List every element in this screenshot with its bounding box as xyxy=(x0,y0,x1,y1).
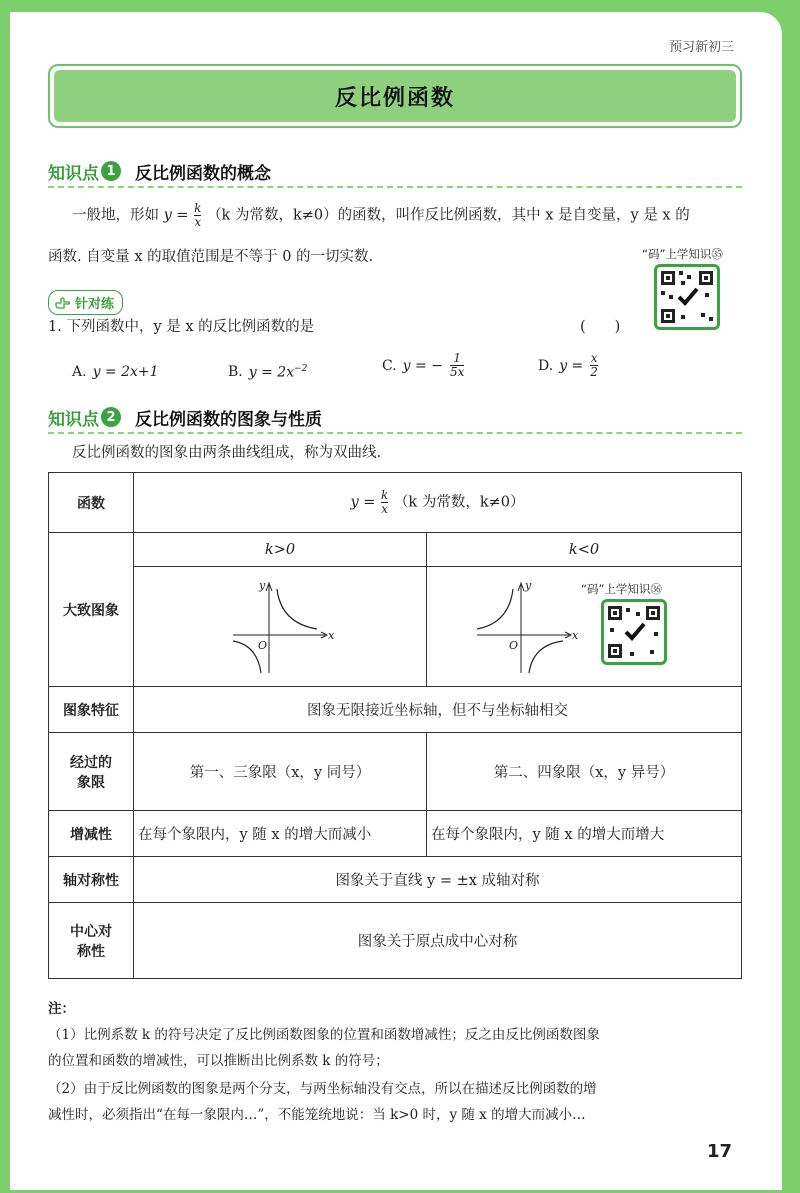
row-head: 增减性 xyxy=(49,811,134,857)
page-title: 反比例函数 xyxy=(54,70,736,122)
section-number-badge: 1 xyxy=(101,161,121,181)
hyperbola-k-negative xyxy=(469,577,579,677)
section-1-heading xyxy=(48,156,742,188)
answer-blank[interactable]: ( ) xyxy=(580,319,621,335)
page xyxy=(10,12,782,1190)
case-k-positive: k>0 xyxy=(134,533,427,567)
svg-text:O: O xyxy=(258,638,268,652)
axis-symmetry-text: 图象关于直线 y = ±x 成轴对称 xyxy=(134,857,742,903)
function-formula: y = $\frac{k}{x}$ （k 为常数，k≠0） xyxy=(134,473,742,533)
row-head: 中心对 称性 xyxy=(49,903,134,979)
option-a[interactable]: A. y = 2x+1 xyxy=(72,364,159,380)
note-1-line-1: （1）比例系数 k 的符号决定了反比例函数图象的位置和函数增减性；反之由反比例函数图象 xyxy=(48,1027,600,1043)
page-number: 17 xyxy=(706,1141,732,1162)
graph-k-negative-cell xyxy=(427,567,742,687)
svg-text:O: O xyxy=(509,638,519,652)
table-row-cases xyxy=(49,533,742,567)
table-row-feature xyxy=(49,687,742,733)
feature-text: 图象无限接近坐标轴，但不与坐标轴相交 xyxy=(134,687,742,733)
table-row-center-symmetry xyxy=(49,903,742,979)
section-2-intro: 反比例函数的图象由两条曲线组成，称为双曲线. xyxy=(72,445,382,461)
monotonic-k-positive: 在每个象限内，y 随 x 的增大而减小 xyxy=(134,811,427,857)
svg-text:x: x xyxy=(328,628,335,642)
row-head: 函数 xyxy=(49,473,134,533)
qr-pattern-icon xyxy=(604,602,664,662)
row-head: 大致图象 xyxy=(49,533,134,687)
svg-text:x: x xyxy=(572,628,579,642)
section-tag: 知识点 xyxy=(48,163,99,184)
qr-label-35: “码”上学知识㉟ xyxy=(642,247,723,261)
running-header: 预习新初三 xyxy=(668,40,734,55)
section-title: 反比例函数的图象与性质 xyxy=(135,409,322,430)
section-title: 反比例函数的概念 xyxy=(135,163,271,184)
pointing-hand-icon xyxy=(55,296,71,310)
row-head: 图象特征 xyxy=(49,687,134,733)
row-head: 经过的 象限 xyxy=(49,733,134,811)
monotonic-k-negative: 在每个象限内，y 随 x 的增大而增大 xyxy=(427,811,742,857)
definition-line-2: 函数. 自变量 x 的取值范围是不等于 0 的一切实数. xyxy=(48,249,374,265)
quadrant-k-negative: 第二、四象限（x，y 异号） xyxy=(427,733,742,811)
qr-code-36[interactable] xyxy=(601,599,667,665)
option-c[interactable]: C. y = − $\frac{1}{5x}$ xyxy=(382,351,465,379)
qr-code-35[interactable] xyxy=(654,264,720,330)
center-symmetry-text: 图象关于原点成中心对称 xyxy=(134,903,742,979)
title-banner xyxy=(48,64,742,128)
table-row-function xyxy=(49,473,742,533)
question-1: 1. 下列函数中，y 是 x 的反比例函数的是 xyxy=(48,319,315,335)
row-head: 轴对称性 xyxy=(49,857,134,903)
section-tag: 知识点 xyxy=(48,409,99,430)
hyperbola-k-positive xyxy=(225,577,335,677)
note-1-line-2: 的位置和函数的增减性，可以推断出比例系数 k 的符号； xyxy=(48,1053,389,1069)
table-row-monotonic xyxy=(49,811,742,857)
table-row-axis-symmetry xyxy=(49,857,742,903)
table-row-quadrant xyxy=(49,733,742,811)
svg-text:y: y xyxy=(525,578,532,592)
practice-tag: 针对练 xyxy=(48,290,123,315)
notes-title: 注： xyxy=(48,1001,75,1017)
note-2-line-2: 减性时，必须指出“在每一象限内…”，不能笼统地说：当 k>0 时，y 随 x 的增大而减小… xyxy=(48,1107,586,1123)
note-2-line-1: （2）由于反比例函数的图象是两个分支，与两坐标轴没有交点，所以在描述反比例函数的增 xyxy=(48,1081,597,1097)
table-row-graphs xyxy=(49,567,742,687)
option-d[interactable]: D. y = $\frac{x}{2}$ xyxy=(538,351,598,379)
definition-line-1: 一般地，形如 y = $\frac{k}{x}$ （k 为常数，k≠0）的函数，叫作反比例函数，其中 x 是自变量，y 是 x 的 xyxy=(72,201,690,229)
section-2-heading xyxy=(48,402,742,434)
qr-pattern-icon xyxy=(657,267,717,327)
graph-k-positive-cell xyxy=(134,567,427,687)
fraction-k-over-x: $\frac{k}{x}$ xyxy=(194,201,202,229)
option-b[interactable]: B. $y = 2x^{-2}$ xyxy=(228,364,308,381)
case-k-negative: k<0 xyxy=(427,533,742,567)
qr-label-36: “码”上学知识㊱ xyxy=(581,582,662,596)
svg-text:y: y xyxy=(259,578,266,592)
section-number-badge: 2 xyxy=(101,407,121,427)
quadrant-k-positive: 第一、三象限（x，y 同号） xyxy=(134,733,427,811)
property-table xyxy=(48,472,742,979)
